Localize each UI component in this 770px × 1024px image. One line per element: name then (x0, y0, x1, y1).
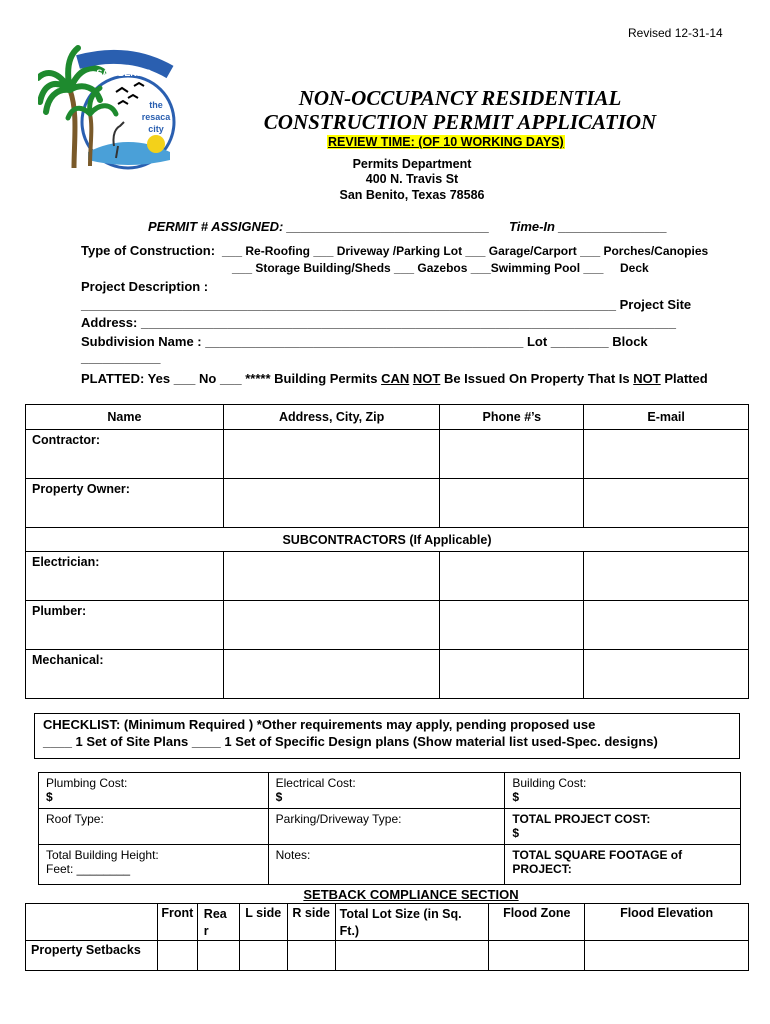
contacts-table (25, 404, 749, 699)
height-feet: Feet: ________ (46, 862, 131, 876)
address-street: 400 N. Travis St (365, 172, 459, 186)
mechanical-email-cell[interactable] (584, 650, 749, 699)
contractor-address-cell[interactable] (223, 430, 440, 479)
costs-table (38, 772, 741, 885)
height-label: Total Building Height: (46, 848, 159, 862)
logo-resaca-text: resaca (141, 112, 171, 122)
electrical-cost-dollar: $ (275, 790, 283, 804)
setback-empty-header (26, 904, 158, 941)
setback-rside-cell[interactable] (287, 941, 335, 971)
checklist-box (34, 713, 740, 759)
notes-label: Notes: (275, 848, 311, 862)
total-cost-label: TOTAL PROJECT COST: (512, 812, 651, 826)
contractor-phone-cell[interactable] (440, 430, 584, 479)
construction-deck: Deck (620, 261, 649, 275)
owner-label: Property Owner: (26, 479, 224, 528)
setback-title: SETBACK COMPLIANCE SECTION (303, 887, 519, 902)
review-time: REVIEW TIME: (OF 10 WORKING DAYS) (328, 135, 564, 149)
header-address: Address, City, Zip (223, 405, 440, 430)
parking-type-cell[interactable] (268, 809, 505, 845)
project-description-label: Project Description : (81, 279, 209, 294)
square-footage-cell[interactable] (505, 845, 741, 885)
owner-address-cell[interactable] (223, 479, 440, 528)
construction-options-row2: ___ Storage Building/Sheds ___ Gazebos ___Swimming Pool ___ (232, 261, 604, 275)
title-line1: NON-OCCUPANCY RESIDENTIAL (298, 86, 622, 110)
logo-city-text: city (148, 124, 164, 134)
electrician-phone-cell[interactable] (440, 552, 584, 601)
electrical-cost-cell[interactable] (268, 773, 505, 809)
address-dept: Permits Department (352, 157, 472, 171)
square-footage-label: TOTAL SQUARE FOOTAGE of (512, 848, 683, 862)
logo-top-text: SAN BENITO (96, 68, 152, 78)
square-footage-label2: PROJECT: (512, 862, 572, 876)
subcontractors-header: SUBCONTRACTORS (If Applicable) (26, 528, 749, 552)
setback-rear: Rea r (197, 904, 239, 941)
construction-options-row1: ___ Re-Roofing ___ Driveway /Parking Lot ___ Garage/Carport ___ Porches/Canopies (222, 244, 709, 258)
contractor-label: Contractor: (26, 430, 224, 479)
address-city: San Benito, Texas 78586 (339, 188, 485, 202)
total-cost-dollar: $ (512, 826, 520, 840)
plumber-phone-cell[interactable] (440, 601, 584, 650)
setback-lside: L side (239, 904, 287, 941)
block-extra-line: ___________ (81, 350, 161, 365)
plumber-address-cell[interactable] (223, 601, 440, 650)
header-email: E-mail (584, 405, 749, 430)
setback-flood-elevation: Flood Elevation (585, 904, 749, 941)
plumbing-cost-cell[interactable] (39, 773, 269, 809)
parking-type-label: Parking/Driveway Type: (275, 812, 402, 826)
setback-rear-cell[interactable] (197, 941, 239, 971)
setback-front: Front (157, 904, 197, 941)
setback-flood-zone-cell[interactable] (489, 941, 585, 971)
plumber-label: Plumber: (26, 601, 224, 650)
setback-front-cell[interactable] (157, 941, 197, 971)
electrical-cost-label: Electrical Cost: (275, 776, 356, 790)
project-address-line: Address: __________________________________________________________________________ (81, 315, 676, 330)
total-cost-cell[interactable] (505, 809, 741, 845)
setback-lside-cell[interactable] (239, 941, 287, 971)
mechanical-address-cell[interactable] (223, 650, 440, 699)
logo-the-text: the (149, 100, 163, 110)
electrician-address-cell[interactable] (223, 552, 440, 601)
plumbing-cost-dollar: $ (46, 790, 53, 804)
property-setbacks-label: Property Setbacks (26, 941, 158, 971)
subdivision-line: Subdivision Name : ____________________________________________ Lot ________ Block (81, 334, 648, 349)
header-phone: Phone #’s (440, 405, 584, 430)
plumbing-cost-label: Plumbing Cost: (46, 776, 128, 790)
setback-flood-zone: Flood Zone (489, 904, 585, 941)
roof-type-label: Roof Type: (46, 812, 104, 826)
time-in: Time-In _______________ (509, 219, 668, 234)
electrician-email-cell[interactable] (584, 552, 749, 601)
building-cost-label: Building Cost: (512, 776, 587, 790)
construction-label: Type of Construction: (81, 243, 216, 258)
height-cell[interactable] (39, 845, 269, 885)
notes-cell[interactable] (268, 845, 505, 885)
roof-type-cell[interactable] (39, 809, 269, 845)
setback-table (25, 903, 749, 971)
project-site-line: __________________________________________________________________________ Project Site (81, 297, 692, 312)
revised-date: Revised 12-31-14 (628, 26, 723, 40)
building-cost-cell[interactable] (505, 773, 741, 809)
setback-rside: R side (287, 904, 335, 941)
mechanical-label: Mechanical: (26, 650, 224, 699)
checklist-line1: CHECKLIST: (Minimum Required ) *Other requirements may apply, pending proposed use (43, 717, 596, 732)
setback-flood-elevation-cell[interactable] (585, 941, 749, 971)
permit-assigned: PERMIT # ASSIGNED: ____________________________ (148, 219, 490, 234)
electrician-label: Electrician: (26, 552, 224, 601)
header-name: Name (26, 405, 224, 430)
building-cost-dollar: $ (512, 790, 520, 804)
title-line2: CONSTRUCTION PERMIT APPLICATION (263, 110, 657, 134)
mechanical-phone-cell[interactable] (440, 650, 584, 699)
contractor-email-cell[interactable] (584, 430, 749, 479)
setback-lot-size: Total Lot Size (in Sq. Ft.) (335, 904, 489, 941)
platted-line: PLATTED: Yes ___ No ___ ***** Building Permits CAN NOT Be Issued On Property That Is NOT Platted (81, 371, 708, 386)
owner-phone-cell[interactable] (440, 479, 584, 528)
setback-lot-cell[interactable] (335, 941, 489, 971)
owner-email-cell[interactable] (584, 479, 749, 528)
checklist-line2: ____ 1 Set of Site Plans ____ 1 Set of Specific Design plans (Show material list used-Spec. designs) (43, 734, 658, 749)
plumber-email-cell[interactable] (584, 601, 749, 650)
